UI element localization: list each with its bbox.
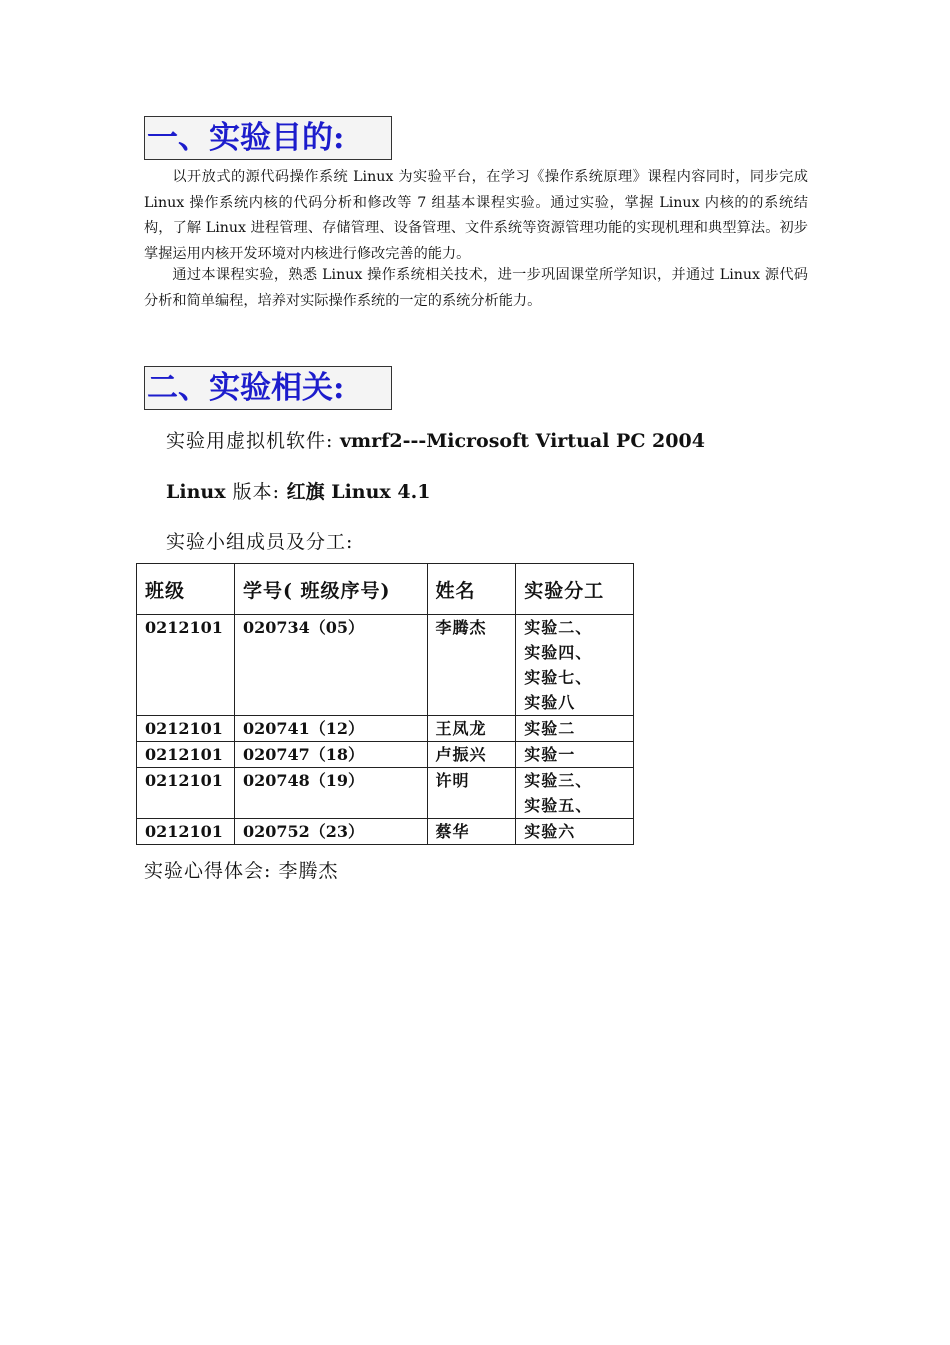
linux-version-label: 版本: [225, 481, 280, 503]
table-header-row [137, 564, 634, 615]
cell-name: 卢振兴 [427, 742, 516, 768]
cell-name: 李腾杰 [427, 615, 516, 716]
cell-student-id: 020752（23） [234, 819, 427, 845]
cell-class: 0212101 [137, 768, 235, 819]
table-row [137, 716, 634, 742]
cell-class: 0212101 [137, 716, 235, 742]
task-item: 实验一 [524, 745, 576, 764]
cell-name: 许明 [427, 768, 516, 819]
linux-version-value: 红旗 Linux 4.1 [280, 481, 431, 503]
cell-student-id: 020748（19） [234, 768, 427, 819]
header-tasks: 实验分工 [516, 564, 634, 615]
cell-student-id: 020734（05） [234, 615, 427, 716]
purpose-paragraph-1: 以开放式的源代码操作系统 Linux 为实验平台，在学习《操作系统原理》课程内容同时，同步完成 Linux 操作系统内核的代码分析和修改等 7 组基本课程实验。通过实验，掌握 Linux 内核的的系统结构，了解 Linux 进程管理、存储管理、设备管理、文件系统等资源管理功能的实现机理和典型算法。初步掌握运用内核开发环境对内核进行修改完善的能力。 [144, 169, 808, 262]
cell-name: 王凤龙 [427, 716, 516, 742]
cell-tasks [516, 819, 634, 845]
task-item: 实验六 [524, 822, 576, 841]
members-table [136, 563, 634, 845]
vm-software-value: vmrf2---Microsoft Virtual PC 2004 [333, 430, 705, 452]
task-item: 实验三、 [524, 771, 593, 790]
table-row [137, 819, 634, 845]
cell-name: 蔡华 [427, 819, 516, 845]
header-student-id: 学号( 班级序号) [234, 564, 427, 615]
members-label: 实验小组成员及分工: [166, 531, 354, 553]
vm-software-line [166, 426, 705, 453]
cell-tasks [516, 716, 634, 742]
vm-software-label: 实验用虚拟机软件: [166, 430, 334, 452]
table-row [137, 615, 634, 716]
cell-tasks [516, 615, 634, 716]
header-name: 姓名 [427, 564, 516, 615]
task-item: 实验五、 [524, 796, 593, 815]
task-item: 实验二 [524, 719, 576, 738]
task-item: 实验二、 [524, 618, 593, 637]
cell-tasks [516, 742, 634, 768]
header-class: 班级 [137, 564, 235, 615]
cell-student-id: 020747（18） [234, 742, 427, 768]
table-row [137, 742, 634, 768]
purpose-paragraph-2: 通过本课程实验，熟悉 Linux 操作系统相关技术，进一步巩固课堂所学知识，并通过 Linux 源代码分析和简单编程，培养对实际操作系统的一定的系统分析能力。 [144, 267, 808, 309]
reflection-line: 实验心得体会: 李腾杰 [144, 860, 339, 882]
cell-class: 0212101 [137, 742, 235, 768]
cell-class: 0212101 [137, 819, 235, 845]
cell-class: 0212101 [137, 615, 235, 716]
linux-version-line [166, 477, 430, 504]
task-item: 实验八 [524, 693, 576, 712]
cell-tasks [516, 768, 634, 819]
section-heading-related: 二、实验相关: [144, 366, 392, 410]
section-heading-purpose: 一、实验目的: [144, 116, 392, 160]
task-item: 实验四、 [524, 643, 593, 662]
task-item: 实验七、 [524, 668, 593, 687]
linux-version-label-prefix: Linux [166, 481, 226, 503]
cell-student-id: 020741（12） [234, 716, 427, 742]
table-row [137, 768, 634, 819]
